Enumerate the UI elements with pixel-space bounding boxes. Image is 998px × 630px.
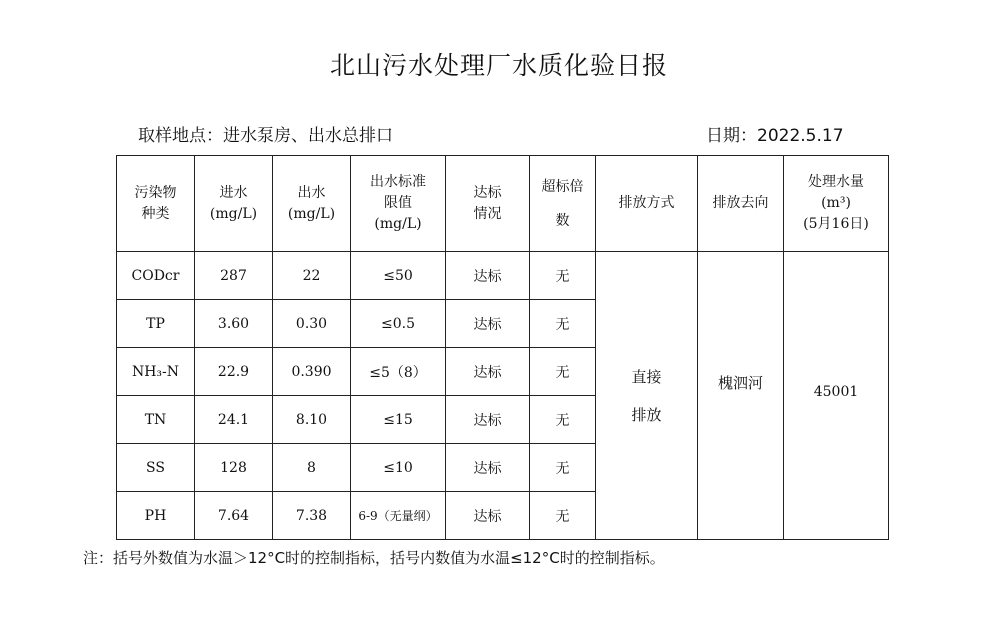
- footnote: 注：括号外数值为水温＞12°C时的控制指标，括号内数值为水温≤12°C时的控制指标。: [83, 549, 665, 567]
- outflow-cell: 22: [273, 252, 351, 300]
- outflow-cell: 0.30: [273, 300, 351, 348]
- sampling-location: 取样地点：进水泵房、出水总排口: [138, 126, 393, 146]
- limit-cell: ≤0.5: [351, 300, 446, 348]
- inflow-cell: 287: [195, 252, 273, 300]
- header-discharge-dest: 排放去向: [698, 156, 784, 252]
- outflow-cell: 8.10: [273, 396, 351, 444]
- exceed-cell: 无: [530, 444, 596, 492]
- status-cell: 达标: [446, 348, 530, 396]
- report-date: 日期：2022.5.17: [706, 126, 844, 146]
- header-inflow: 进水 (mg/L): [195, 156, 273, 252]
- outflow-cell: 7.38: [273, 492, 351, 540]
- inflow-cell: 7.64: [195, 492, 273, 540]
- limit-cell: ≤50: [351, 252, 446, 300]
- status-cell: 达标: [446, 492, 530, 540]
- outflow-cell: 8: [273, 444, 351, 492]
- status-cell: 达标: [446, 300, 530, 348]
- exceed-cell: 无: [530, 252, 596, 300]
- outflow-cell: 0.390: [273, 348, 351, 396]
- exceed-cell: 无: [530, 396, 596, 444]
- status-cell: 达标: [446, 444, 530, 492]
- inflow-cell: 24.1: [195, 396, 273, 444]
- header-discharge-method: 排放方式: [596, 156, 698, 252]
- header-pollutant: 污染物 种类: [117, 156, 195, 252]
- header-exceed: 超标倍 数: [530, 156, 596, 252]
- pollutant-cell: CODcr: [117, 252, 195, 300]
- exceed-cell: 无: [530, 348, 596, 396]
- header-status: 达标 情况: [446, 156, 530, 252]
- volume-cell: 45001: [784, 252, 889, 540]
- limit-cell: ≤15: [351, 396, 446, 444]
- discharge-method-cell: 直接 排放: [596, 252, 698, 540]
- limit-cell: 6-9（无量纲）: [351, 492, 446, 540]
- water-quality-table: [116, 155, 889, 540]
- pollutant-cell: SS: [117, 444, 195, 492]
- pollutant-cell: PH: [117, 492, 195, 540]
- pollutant-cell: NH₃-N: [117, 348, 195, 396]
- pollutant-cell: TN: [117, 396, 195, 444]
- inflow-cell: 22.9: [195, 348, 273, 396]
- discharge-dest-cell: 槐泗河: [698, 252, 784, 540]
- pollutant-cell: TP: [117, 300, 195, 348]
- header-volume: 处理水量 (m³) (5月16日): [784, 156, 889, 252]
- status-cell: 达标: [446, 252, 530, 300]
- header-row: [117, 156, 889, 252]
- exceed-cell: 无: [530, 300, 596, 348]
- page-title: 北山污水处理厂水质化验日报: [329, 51, 668, 80]
- header-limit: 出水标准 限值 (mg/L): [351, 156, 446, 252]
- limit-cell: ≤10: [351, 444, 446, 492]
- inflow-cell: 3.60: [195, 300, 273, 348]
- table-row: [117, 252, 889, 300]
- exceed-cell: 无: [530, 492, 596, 540]
- header-outflow: 出水 (mg/L): [273, 156, 351, 252]
- status-cell: 达标: [446, 396, 530, 444]
- limit-cell: ≤5（8）: [351, 348, 446, 396]
- inflow-cell: 128: [195, 444, 273, 492]
